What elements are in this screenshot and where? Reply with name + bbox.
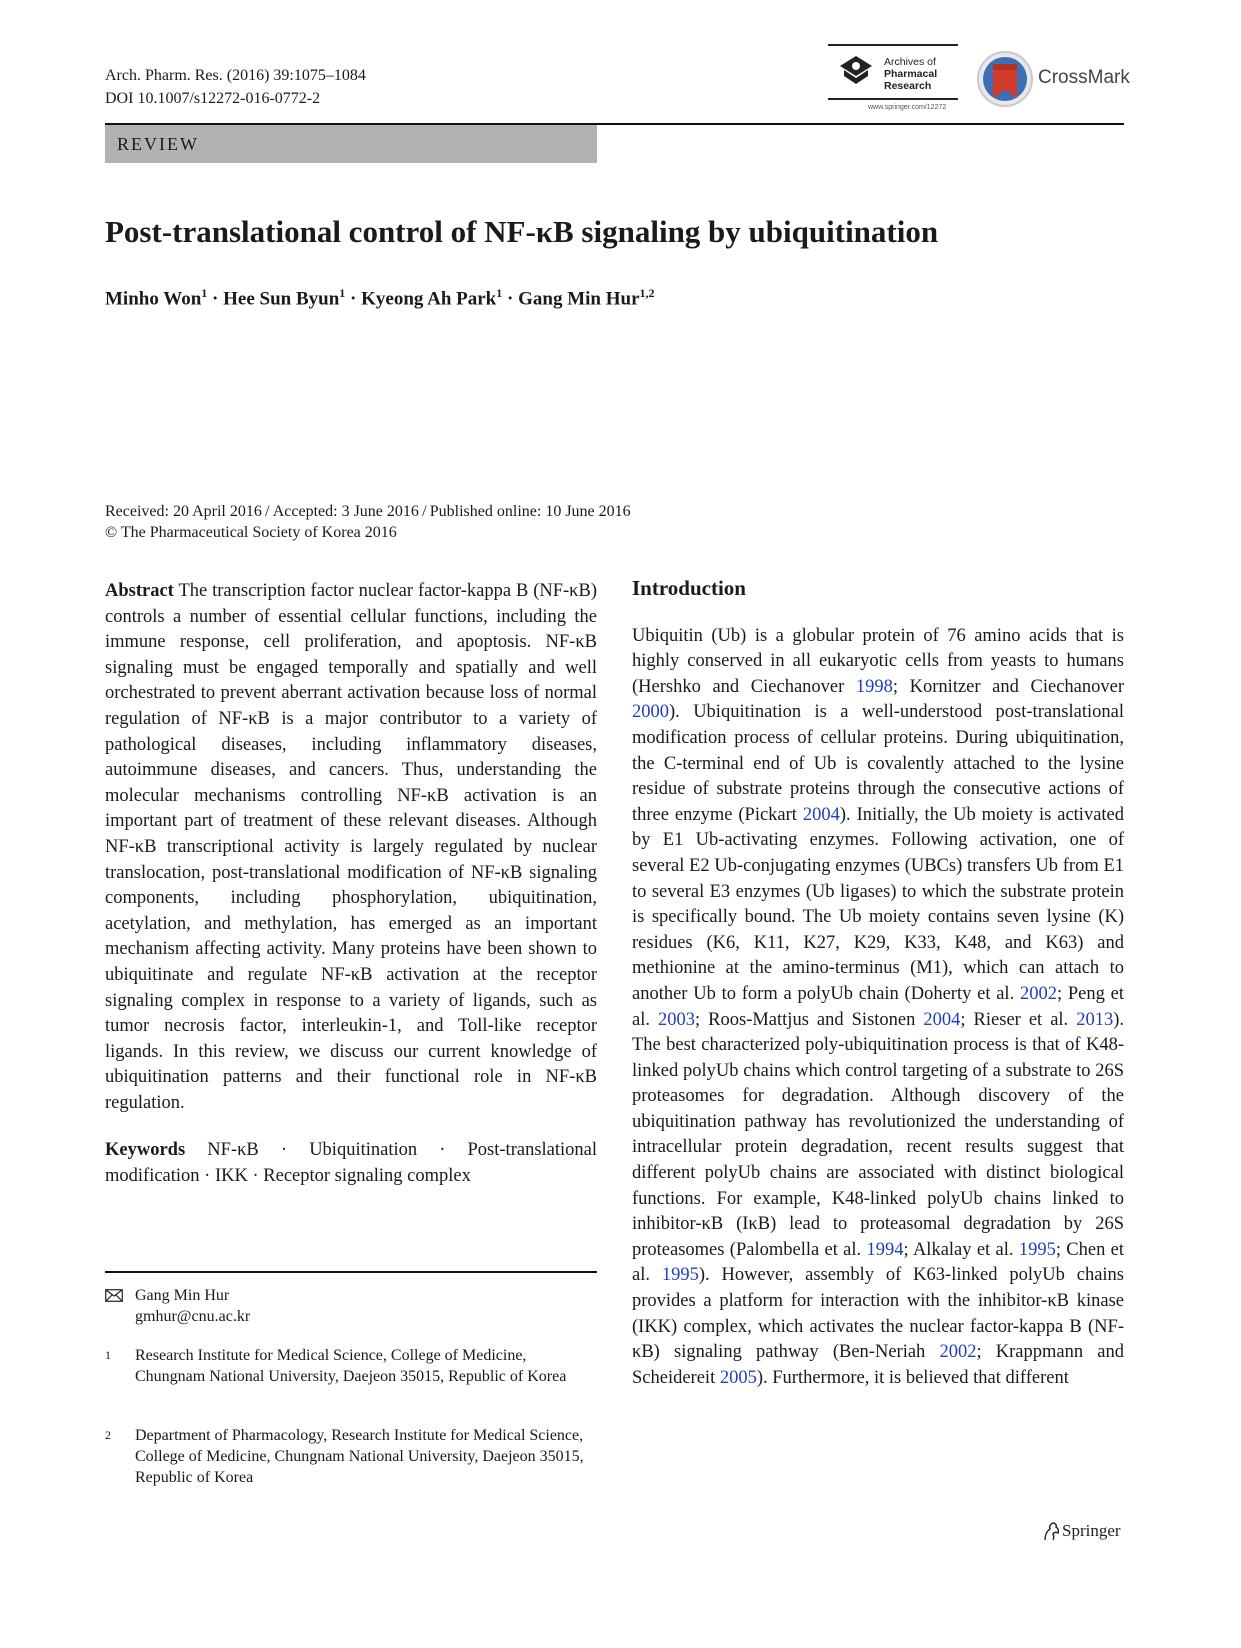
intro-text: ). Ubiquitination is a well-understood post-translational modification process of cellular proteins. During ubiquitination, the C-terminal end of Ub is covalently attached to the lysine residue of substrate proteins through the consecutive actions of three enzyme (Pickart xyxy=(632,702,1124,825)
citation-link[interactable]: 1995 xyxy=(661,1265,699,1286)
intro-text: ; Kornitzer and Ciechanover xyxy=(892,676,1124,697)
author-name: Minho Won xyxy=(105,288,202,310)
citation-link[interactable]: 2004 xyxy=(802,804,840,825)
citation-link[interactable]: 2005 xyxy=(719,1367,757,1388)
citation-link[interactable]: 2000 xyxy=(632,702,669,723)
author-separator: · xyxy=(345,288,362,310)
affiliation-text: Research Institute for Medical Science, College of Medicine, Chungnam National University, Daejeon 35015, Republic of Korea xyxy=(135,1347,567,1385)
citation-link[interactable]: 2003 xyxy=(658,1009,695,1030)
keyword: IKK xyxy=(214,1166,248,1187)
citation-link[interactable]: 2004 xyxy=(923,1009,961,1030)
article-type-band xyxy=(105,125,597,163)
author-name: Gang Min Hur xyxy=(518,288,640,310)
intro-text: ). However, assembly of K63-linked polyUb chains provides a platform for interaction with the inhibitor-κB kinase (IKK) complex, which activates the nuclear factor-kappa B (NF-κB) signaling pathway (Ben-Neriah xyxy=(632,1265,1124,1363)
citation-link[interactable]: 2002 xyxy=(1019,983,1057,1004)
affiliation-number: 1 xyxy=(105,1348,111,1362)
intro-text: Ubiquitin (Ub) is a globular protein of 76 amino acids that is highly conserved in all eukaryotic cells from yeasts to humans (Hershko and Ciechanover xyxy=(632,625,1124,697)
springer-label: Springer xyxy=(1062,1521,1121,1540)
intro-text: ; Krappmann and Scheidereit xyxy=(632,1342,1124,1388)
crossmark-badge[interactable] xyxy=(976,50,1130,108)
author-name: Hee Sun Byun xyxy=(223,288,340,310)
published-date: Published online: 10 June 2016 xyxy=(429,503,631,520)
keyword: NF-κB xyxy=(207,1140,259,1161)
abstract-label: Abstract xyxy=(105,581,174,601)
citation-link[interactable]: 1994 xyxy=(866,1239,904,1260)
citation-link[interactable]: 2002 xyxy=(939,1342,977,1363)
keywords xyxy=(105,1138,597,1189)
intro-text: ; Chen et al. xyxy=(632,1239,1125,1286)
springer-horse-icon xyxy=(1042,1522,1060,1541)
keyword: Post-translational modification xyxy=(105,1140,597,1187)
author-separator: · xyxy=(502,288,519,310)
correspondence xyxy=(105,1285,597,1327)
intro-text: ). Furthermore, it is believed that different xyxy=(756,1367,1069,1388)
logo-bottom-rule xyxy=(828,98,958,100)
keyword: Ubiquitination xyxy=(309,1140,418,1161)
springer-logo[interactable] xyxy=(1042,1519,1132,1543)
logo-line-2: Pharmacal xyxy=(884,68,938,80)
author-affiliation-mark: 1,2 xyxy=(639,286,655,300)
logo-url[interactable]: www.springer.com/12272 xyxy=(868,104,947,111)
affiliation-number: 2 xyxy=(105,1428,111,1442)
author-affiliation-mark: 1 xyxy=(339,286,346,300)
publication-dates: Received: 20 April 2016 / Accepted: 3 June 2016 / Published online: 10 June 2016 © The Pharmaceutical Society of Korea 2016 xyxy=(105,503,631,541)
logo-line-1: Archives of xyxy=(884,56,936,68)
intro-text: ). The best characterized poly-ubiquitination process is that of K48-linked polyUb chains which control targeting of a substrate to 26S proteasomes for degradation. Although discovery of the ubiquitination pathway has revolutionized the understanding of intracellular protein degradation, recent results suggest that different polyUb chains are associated with distinct biological functions. For example, K48-linked polyUb chains linked to inhibitor-κB (IκB) lead to proteasomal degradation by 26S proteasomes (Palombella et al. xyxy=(632,1009,1124,1260)
affiliation-text: Department of Pharmacology, Research Institute for Medical Science, College of Medicine, Chungnam National University, Daejeon 35015, Republic of Korea xyxy=(135,1427,584,1486)
author-affiliation-mark: 1 xyxy=(201,286,208,300)
doi-line: DOI 10.1007/s12272-016-0772-2 xyxy=(105,90,321,107)
author-separator: · xyxy=(207,288,224,310)
received-date: Received: 20 April 2016 xyxy=(105,503,262,520)
copyright: © The Pharmaceutical Society of Korea 2016 xyxy=(105,524,397,541)
author-affiliation-mark: 1 xyxy=(496,286,503,300)
introduction-body xyxy=(632,624,1124,1392)
accepted-date: Accepted: 3 June 2016 xyxy=(272,503,419,520)
envelope-icon xyxy=(105,1289,123,1302)
abstract-text: The transcription factor nuclear factor-kappa B (NF-κB) controls a number of essential cellular functions, including the immune response, cell proliferation, and apoptosis. NF-κB signaling must be engaged temporally and spatially and well orchestrated to prevent aberrant activation because loss of normal regulation of NF-κB is a major contributor to a variety of pathological diseases, including inflammatory diseases, autoimmune diseases, and cancers. Thus, understanding the molecular mechanisms controlling NF-κB activation is an important part of treatment of these relevant diseases. Although NF-κB transcriptional activity is largely regulated by nuclear translocation, post-translational modification of NF-κB signaling components, including phosphorylation, ubiquitination, acetylation, and methylation, has emerged as an important mechanism affecting activity. Many proteins have been shown to ubiquitinate and regulate NF-κB activation at the receptor signaling complex in response to a variety of ligands, such as tumor necrosis factor, interleukin-1, and Toll-like receptor ligands. In this review, we discuss our current knowledge of ubiquitination patterns and their functional role in NF-κB regulation. xyxy=(105,581,598,1113)
abstract xyxy=(105,579,597,1116)
affiliation-1 xyxy=(105,1345,597,1387)
author-name: Kyeong Ah Park xyxy=(361,288,497,310)
citation-link[interactable]: 1995 xyxy=(1018,1239,1056,1260)
citation-link[interactable]: 2013 xyxy=(1076,1009,1114,1030)
footnote-rule xyxy=(105,1271,597,1273)
intro-text: ). Initially, the Ub moiety is activated by E1 Ub-activating enzymes. Following activation, one of several E2 Ub-conjugating enzymes (UBCs) transfers Ub from E1 to several E3 enzymes (Ub ligases) to which the substrate protein is specifically bound. The Ub moiety contains seven lysine (K) residues (K6, K11, K27, K29, K33, K48, and K63) and methionine at the amino-terminus (M1), which can attach to another Ub to form a polyUb chain (Doherty et al. xyxy=(632,804,1125,1004)
keyword-list: NF-κB · Ubiquitination · Post-translational modification · IKK · Receptor signaling complex xyxy=(105,1140,597,1187)
right-column xyxy=(632,576,1125,1391)
introduction-heading: Introduction xyxy=(632,576,746,600)
keywords-label: Keywords xyxy=(105,1140,186,1161)
corresponding-author: Gang Min Hur xyxy=(135,1287,230,1304)
author-list xyxy=(105,286,655,310)
intro-text: ; Alkalay et al. xyxy=(903,1239,1019,1260)
logo-line-3: Research xyxy=(884,80,932,92)
affiliation-2 xyxy=(105,1425,597,1488)
pharmacal-research-emblem-icon xyxy=(836,54,876,90)
journal-logo-text xyxy=(884,56,937,92)
crossmark-icon xyxy=(976,50,1034,108)
left-column xyxy=(105,579,597,1190)
intro-text: ; Roos-Mattjus and Sistonen xyxy=(695,1009,924,1030)
article-title: Post-translational control of NF-κB signaling by ubiquitination xyxy=(105,214,939,249)
journal-logo[interactable] xyxy=(828,44,958,111)
crossmark-label: CrossMark xyxy=(1038,67,1130,88)
logo-top-rule xyxy=(828,44,958,46)
intro-text: ; Rieser et al. xyxy=(960,1009,1077,1030)
keyword: Receptor signaling complex xyxy=(263,1166,471,1187)
article-type-label: REVIEW xyxy=(117,134,199,154)
corresponding-email[interactable]: gmhur@cnu.ac.kr xyxy=(135,1308,251,1325)
intro-text: ; Peng et al. xyxy=(632,983,1124,1030)
journal-citation xyxy=(105,64,366,110)
citation-link[interactable]: 1998 xyxy=(855,676,893,697)
journal-line: Arch. Pharm. Res. (2016) 39:1075–1084 xyxy=(105,67,366,84)
